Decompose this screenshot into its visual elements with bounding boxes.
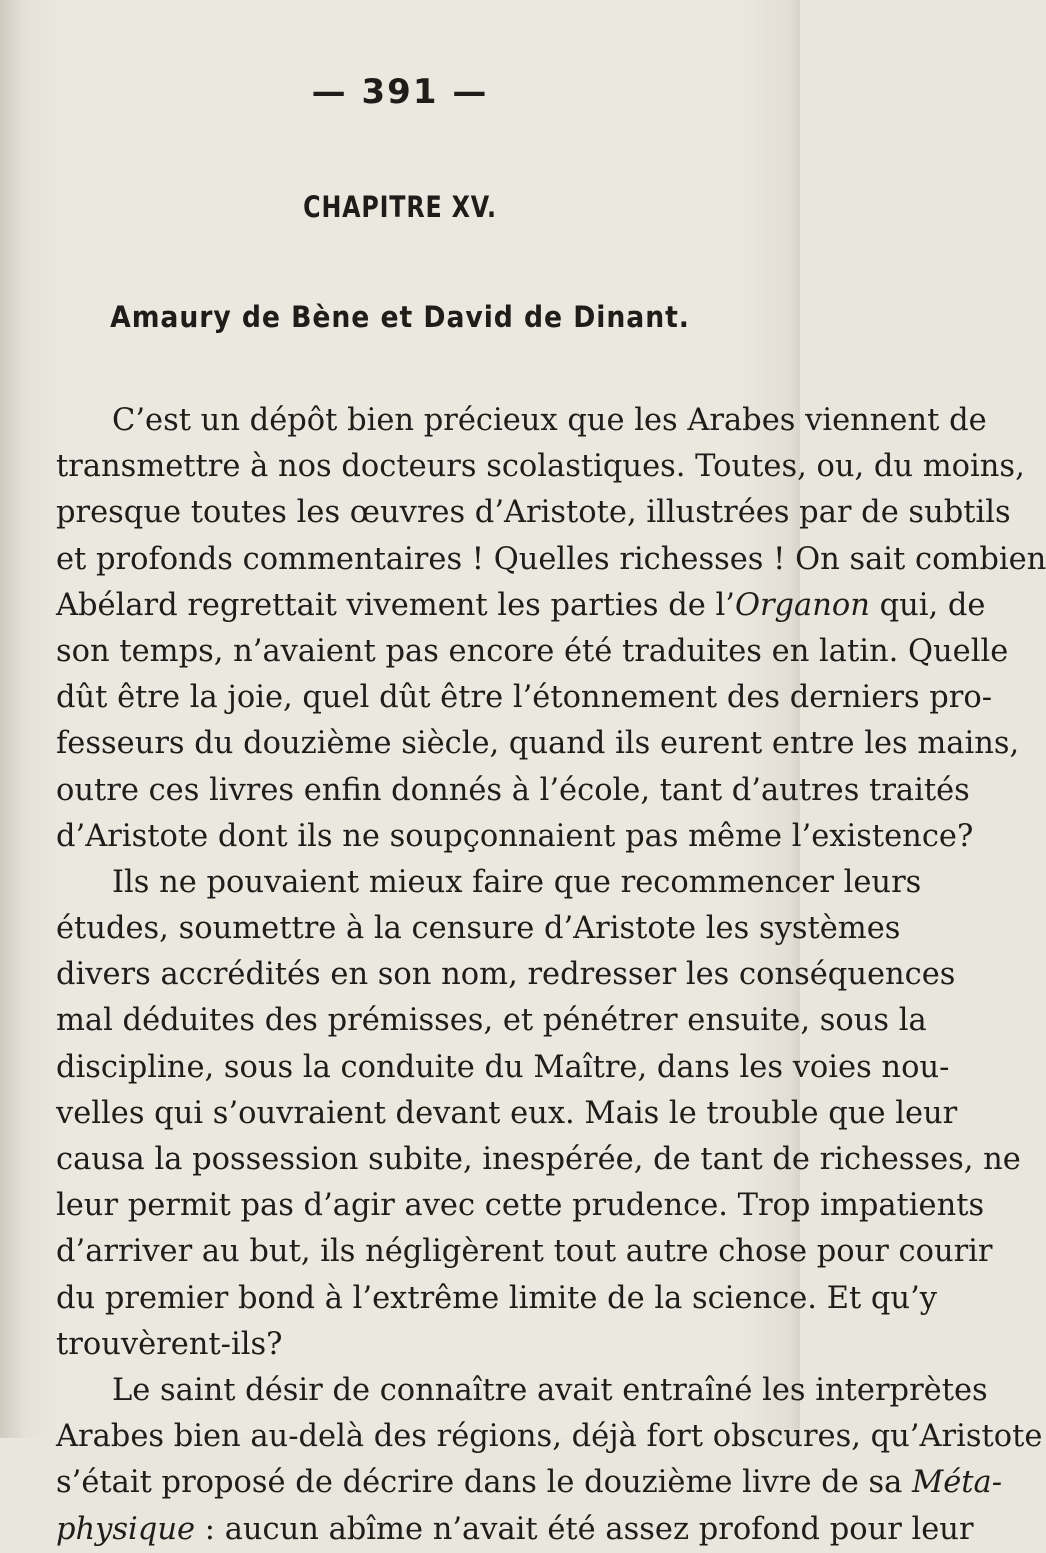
text-line: causa la possession subite, inespérée, de tant de richesses, ne bbox=[56, 1142, 1021, 1177]
text-line: divers accrédités en son nom, redresser les conséquences bbox=[56, 957, 956, 993]
text-line: transmettre à nos docteurs scolastiques. Toutes, ou, du moins, bbox=[56, 449, 1025, 485]
text-line: mal déduites des prémisses, et pénétrer ensuite, sous la bbox=[56, 1003, 927, 1039]
text-line: et profonds commentaires ! Quelles richesses ! On sait combien bbox=[56, 541, 1046, 577]
text-line bbox=[56, 1460, 1003, 1506]
text-line: Ils ne pouvaient mieux faire que recommencer leurs bbox=[112, 864, 922, 900]
text-segment: : aucun abîme n’avait été assez profond pour leur bbox=[195, 1511, 974, 1547]
text-line: d’Aristote dont ils ne soupçonnaient pas même l’existence? bbox=[56, 818, 974, 854]
text-line: du premier bond à l’extrême limite de la science. Et qu’y bbox=[56, 1280, 938, 1316]
text-line: études, soumettre à la censure d’Aristote les systèmes bbox=[56, 911, 901, 947]
text-segment: qui, de bbox=[869, 587, 986, 623]
text-line: outre ces livres enfin donnés à l’école, tant d’autres traités bbox=[56, 772, 970, 808]
text-line: fesseurs du douzième siècle, quand ils eurent entre les mains, bbox=[56, 726, 1020, 762]
italic-term: Méta- bbox=[912, 1465, 1003, 1501]
text-line: velles qui s’ouvraient devant eux. Mais le trouble que leur bbox=[56, 1095, 958, 1131]
text-line bbox=[56, 583, 986, 629]
text-line: son temps, n’avaient pas encore été traduites en latin. Quelle bbox=[56, 633, 1009, 669]
text-line: Arabes bien au-delà des régions, déjà fort obscures, qu’Aristote bbox=[56, 1419, 1043, 1455]
section-title: Amaury de Bène et David de Dinant. bbox=[110, 300, 690, 334]
text-line: trouvèrent-ils? bbox=[56, 1326, 283, 1362]
text-line: discipline, sous la conduite du Maître, dans les voies nou- bbox=[56, 1049, 950, 1085]
chapter-heading: CHAPITRE XV. bbox=[303, 190, 497, 224]
text-line: leur permit pas d’agir avec cette prudence. Trop impatients bbox=[56, 1188, 985, 1224]
text-line: dût être la joie, quel dût être l’étonnement des derniers pro- bbox=[56, 680, 993, 716]
page-number: — 391 — bbox=[311, 72, 489, 112]
text-line: presque toutes les œuvres d’Aristote, illustrées par de subtils bbox=[56, 495, 1011, 531]
text-line: C’est un dépôt bien précieux que les Arabes viennent de bbox=[112, 403, 987, 438]
text-segment: s’était proposé de décrire dans le douzième livre de sa bbox=[56, 1465, 913, 1501]
text-line bbox=[56, 1507, 974, 1553]
text-line: Le saint désir de connaître avait entraîné les interprètes bbox=[112, 1372, 988, 1408]
body-text bbox=[56, 398, 1046, 1553]
italic-term: Organon bbox=[734, 587, 870, 623]
text-segment: Abélard regrettait vivement les parties de l’ bbox=[56, 587, 735, 623]
italic-term: physique bbox=[56, 1511, 196, 1547]
text-line: d’arriver au but, ils négligèrent tout autre chose pour courir bbox=[56, 1234, 993, 1270]
